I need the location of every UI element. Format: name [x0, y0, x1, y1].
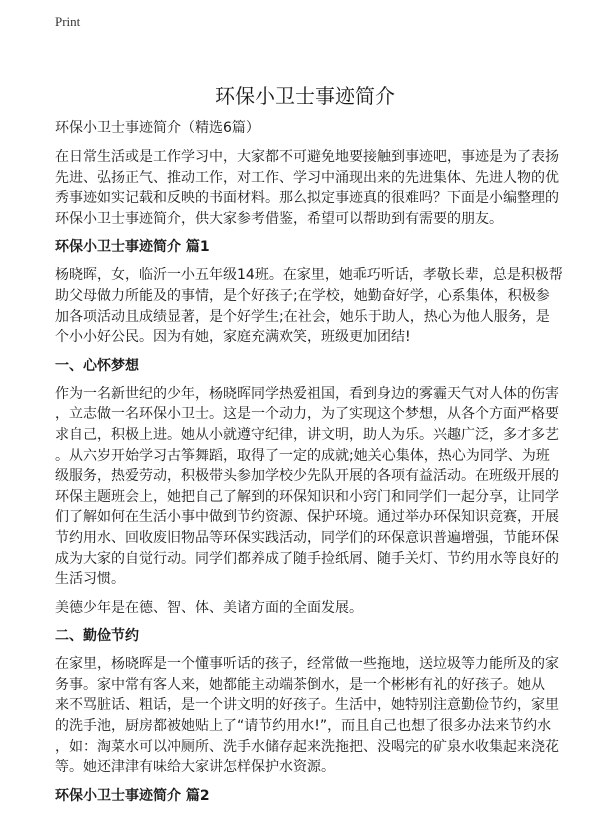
dream-paragraph	[55, 384, 559, 590]
subheading-thrift: 二、勤俭节约	[55, 628, 139, 645]
text-line: 等。她还津津有味给大家讲怎样保护水资源。	[55, 759, 335, 776]
virtue-paragraph: 美德少年是在德、智、体、美诸方面的全面发展。	[55, 599, 363, 616]
subheading-dream: 一、心怀梦想	[55, 357, 139, 374]
text-line: ，如：淘菜水可以冲厕所、洗手水储存起来洗拖把、没喝完的矿泉水收集起来浇花	[55, 738, 559, 755]
text-line: 助父母做力所能及的事情，是个好孩子;在学校，她勤奋好学，心系集体，积极参	[55, 287, 550, 304]
text-line: 级服务，热爱劳动，积极带头参加学校少先队开展的各项有益活动。在班级开展的	[55, 468, 559, 485]
text-line: 个小小好公民。因为有她，家庭充满欢笑，班级更加团结!	[55, 329, 411, 346]
section-heading-2: 环保小卫士事迹简介 篇2	[55, 787, 210, 804]
text-line: 务事。家中常有客人来，她都能主动端茶倒水，是一个彬彬有礼的好孩子。她从	[55, 676, 545, 693]
text-line: 节约用水、回收废旧物品等环保实践活动，同学们的环保意识普遍增强，节能环保	[55, 529, 559, 546]
text-line: 。从六岁开始学习古筝舞蹈，取得了一定的成就;她关心集体，热心为同学、为班	[55, 447, 550, 464]
text-line: 秀事迹如实记载和反映的书面材料。那么拟定事迹真的很难吗？下面是小编整理的	[55, 190, 559, 207]
text-line: 在日常生活或是工作学习中，大家都不可避免地要接触到事迹吧，事迹是为了表扬	[55, 149, 559, 165]
text-line: ，立志做一名环保小卫士。这是一个动力，为了实现这个梦想，从各个方面严格要	[55, 406, 559, 423]
text-line: 环保小卫士事迹简介，供大家参考借鉴，希望可以帮助到有需要的朋友。	[55, 210, 503, 227]
text-line: 环保主题班会上，她把自己了解到的环保知识和小窍门和同学们一起分享，让同学	[55, 488, 559, 505]
text-line: 加各项活动且成绩显著，是个好学生;在社会，她乐于助人，热心为他人服务，是	[55, 308, 550, 325]
thrift-paragraph	[55, 654, 559, 778]
section1-paragraph	[55, 265, 563, 347]
print-link[interactable]: Print	[55, 14, 81, 29]
text-line: 来不骂脏话、粗话，是一个讲文明的好孩子。生活中，她特别注意勤俭节约，家里	[55, 697, 559, 714]
section-heading-1: 环保小卫士事迹简介 篇1	[55, 239, 210, 256]
intro-paragraph	[55, 147, 559, 229]
document-subtitle: 环保小卫士事迹简介（精选6篇）	[55, 120, 260, 136]
text-line: 求自己，积极上进。她从小就遵守纪律，讲文明，助人为乐。兴趣广泛，多才多艺	[55, 426, 559, 443]
text-line: 杨晓晖，女，临沂一小五年级14班。在家里，她乖巧听话，孝敬长辈，总是积极帮	[55, 267, 563, 284]
text-line: 生活习惯。	[55, 571, 125, 588]
text-line: 的洗手池，厨房都被她贴上了“请节约用水!”，而且自己也想了很多办法来节约水	[55, 718, 552, 735]
page-title: 环保小卫士事迹简介	[215, 84, 395, 108]
text-line: 先进、弘扬正气、推动工作，对工作、学习中涌现出来的先进集体、先进人物的优	[55, 169, 559, 186]
text-line: 成为大家的自觉行动。同学们都养成了随手捡纸屑、随手关灯、节约用水等良好的	[55, 550, 559, 567]
text-line: 在家里，杨晓晖是一个懂事听话的孩子，经常做一些拖地，送垃圾等力能所及的家	[55, 656, 559, 673]
text-line: 们了解如何在生活小事中做到节约资源、保护环境。通过举办环保知识竞赛，开展	[55, 509, 559, 526]
text-line: 作为一名新世纪的少年，杨晓晖同学热爱祖国，看到身边的雾霾天气对人体的伤害	[55, 385, 559, 402]
document-body	[55, 82, 563, 814]
